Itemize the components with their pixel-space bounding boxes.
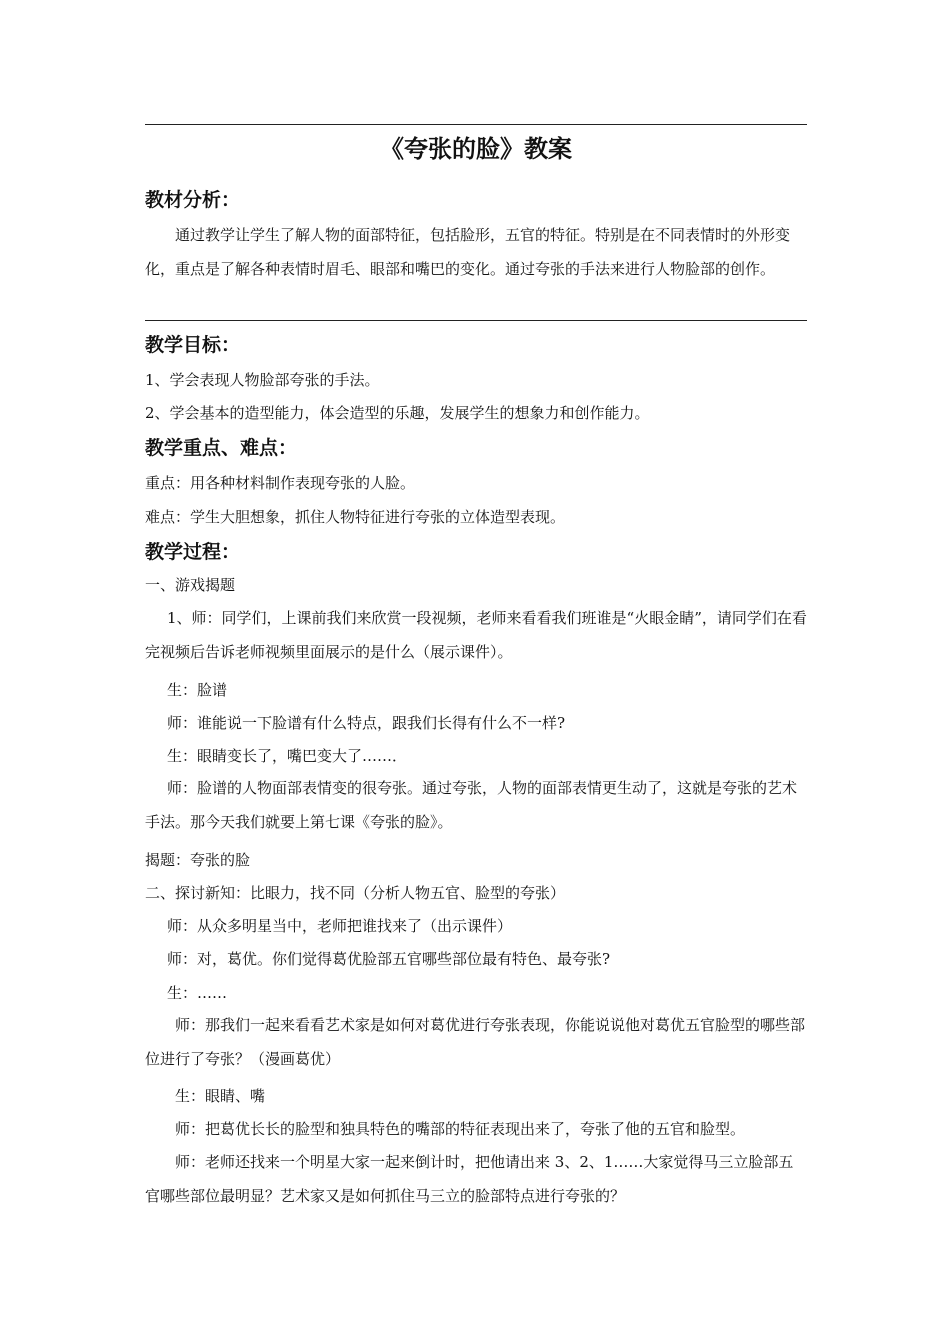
top-rule: [145, 124, 807, 125]
part2-title: 二、探讨新知：比眼力，找不同（分析人物五官、脸型的夸张）: [145, 884, 566, 902]
process-paragraph: 1、师：同学们，上课前我们来欣赏一段视频，老师来看看我们班谁是“火眼金睛”，请同学们在看完视频后告诉老师视频里面展示的是什么（展示课件）。: [145, 609, 807, 661]
process-paragraph: 师：那我们一起来看看艺术家是如何对葛优进行夸张表现，你能说说他对葛优五官脸型的哪些部位进行了夸张？（漫画葛优）: [145, 1016, 806, 1068]
process-paragraph: 生：眼睛、嘴: [175, 1087, 266, 1105]
goal-item-2: 2、学会基本的造型能力，体会造型的乐趣，发展学生的想象力和创作能力。: [145, 404, 650, 422]
process-paragraph: 师：对，葛优。你们觉得葛优脸部五官哪些部位最有特色、最夸张?: [167, 950, 611, 968]
document-title: 《夸张的脸》教案: [380, 135, 572, 163]
keypoint-item: 重点：用各种材料制作表现夸张的人脸。: [145, 474, 416, 492]
process-paragraph: 生：眼睛变长了，嘴巴变大了……．: [167, 747, 408, 765]
analysis-paragraph: 通过教学让学生了解人物的面部特征，包括脸形，五官的特征。特别是在不同表情时的外形变化，重点是了解各种表情时眉毛、眼部和嘴巴的变化。通过夸张的手法来进行人物脸部的创作。: [145, 226, 791, 278]
process-paragraph: 生：脸谱: [167, 681, 228, 699]
process-paragraph: 生：……: [167, 984, 228, 1002]
process-paragraph: 师：谁能说一下脸谱有什么特点，跟我们长得有什么不一样?: [167, 714, 566, 732]
process-heading: 教学过程：: [145, 541, 241, 563]
analysis-heading: 教材分析：: [145, 189, 241, 211]
process-paragraph: 揭题：夸张的脸: [145, 851, 251, 869]
process-paragraph: 师：把葛优长长的脸型和独具特色的嘴部的特征表现出来了，夸张了他的五官和脸型。: [175, 1120, 746, 1138]
section-rule: [145, 320, 807, 321]
goals-heading: 教学目标：: [145, 334, 241, 356]
process-paragraph: 师：老师还找来一个明星大家一起来倒计时，把他请出来 3、2、1……大家觉得马三立脸部五官哪些部位最明显？艺术家又是如何抓住马三立的脸部特点进行夸张的？: [145, 1153, 794, 1205]
difficulty-item: 难点：学生大胆想象，抓住人物特征进行夸张的立体造型表现。: [145, 508, 566, 526]
keypoints-heading: 教学重点、难点：: [145, 437, 298, 459]
process-paragraph: 师：脸谱的人物面部表情变的很夸张。通过夸张，人物的面部表情更生动了，这就是夸张的艺术手法。那今天我们就要上第七课《夸张的脸》。: [145, 779, 798, 831]
goal-item-1: 1、学会表现人物脸部夸张的手法。: [145, 371, 380, 389]
part1-title: 一、游戏揭题: [145, 576, 236, 594]
process-paragraph: 师：从众多明星当中，老师把谁找来了（出示课件）: [167, 917, 513, 935]
